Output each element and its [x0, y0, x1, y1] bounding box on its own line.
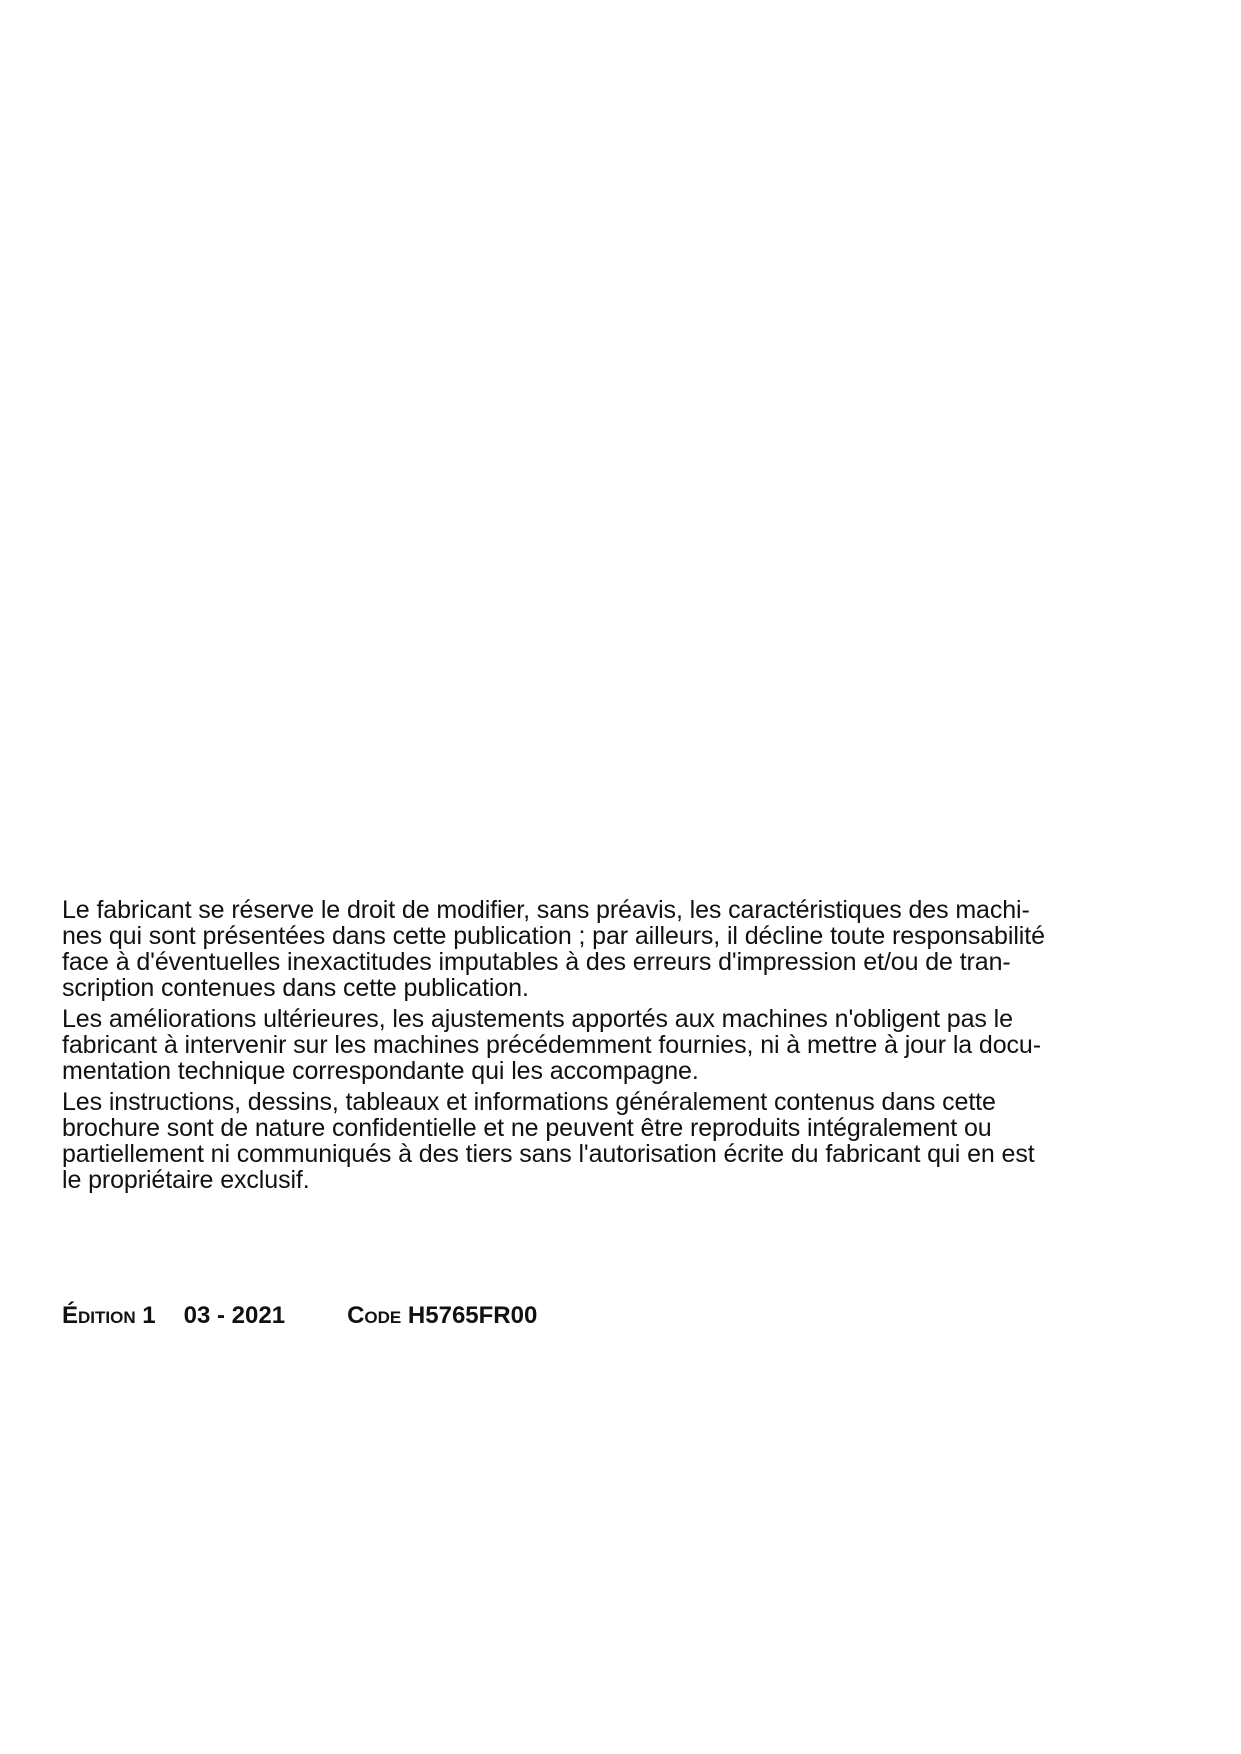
disclaimer-paragraph-2	[62, 1006, 1142, 1084]
text-line: brochure sont de nature confidentielle et ne peuvent être reproduits intégralement ou	[62, 1114, 992, 1142]
edition-date: 03 - 2021	[183, 1302, 286, 1329]
text-line: Le fabricant se réserve le droit de modifier, sans préavis, les caractéristiques des machi-	[62, 896, 1030, 924]
text-line: le propriétaire exclusif.	[62, 1166, 310, 1194]
text-line: nes qui sont présentées dans cette publication ; par ailleurs, il décline toute responsabilité	[62, 922, 1045, 950]
text-line: mentation technique correspondante qui les accompagne.	[62, 1057, 699, 1085]
text-line: scription contenues dans cette publication.	[62, 974, 529, 1002]
text-line: fabricant à intervenir sur les machines précédemment fournies, ni à mettre à jour la docu-	[62, 1031, 1041, 1059]
text-line: Les instructions, dessins, tableaux et informations généralement contenus dans cette	[62, 1088, 996, 1116]
edition-info	[62, 1302, 537, 1330]
disclaimer-paragraph-3	[62, 1089, 1142, 1193]
text-line: partiellement ni communiqués à des tiers sans l'autorisation écrite du fabricant qui en est	[62, 1140, 1035, 1168]
text-line: face à d'éventuelles inexactitudes imputables à des erreurs d'impression et/ou de tran-	[62, 948, 1011, 976]
disclaimer-paragraph-1	[62, 897, 1142, 1001]
document-code: H5765FR00	[407, 1302, 538, 1329]
edition-label: Édition	[62, 1302, 136, 1329]
code-label: Code	[347, 1302, 402, 1329]
disclaimer-notice	[62, 897, 1142, 1198]
text-line: Les améliorations ultérieures, les ajustements apportés aux machines n'obligent pas le	[62, 1005, 1013, 1033]
edition-number: 1	[142, 1302, 156, 1329]
